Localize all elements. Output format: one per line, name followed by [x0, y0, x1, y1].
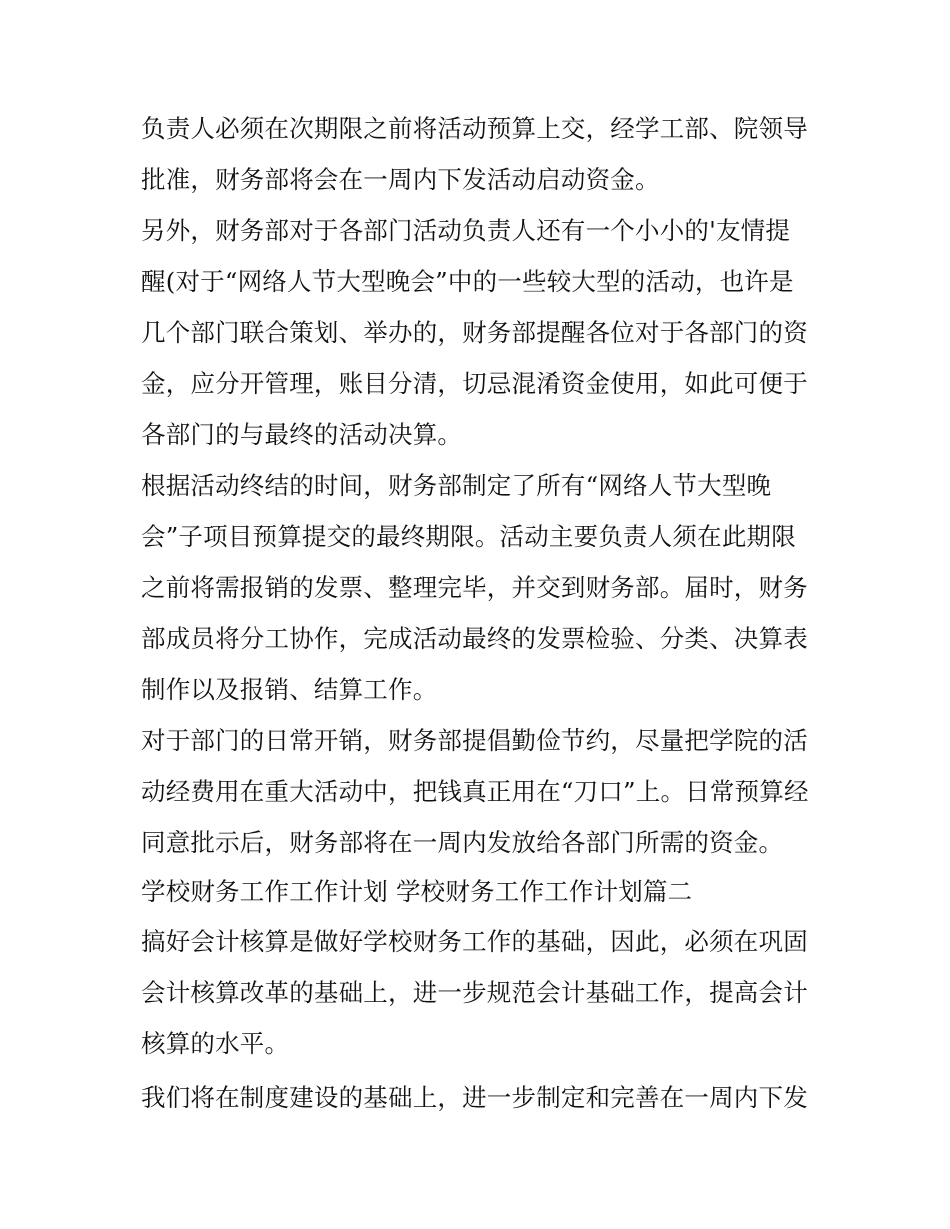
text-line: 核算的水平。 — [141, 1029, 290, 1058]
text-line: 制作以及报销、结算工作。 — [141, 675, 438, 704]
text-line: 负责人必须在次期限之前将活动预算上交，经学工部、院领导 — [141, 114, 808, 143]
text-line: 批准，财务部将会在一周内下发活动启动资金。 — [141, 165, 660, 194]
text-line: 同意批示后，财务部将在一周内发放给各部门所需的资金。 — [141, 828, 784, 857]
text-line: 部成员将分工协作，完成活动最终的发票检验、分类、决算表 — [141, 624, 808, 653]
section-heading: 学校财务工作工作计划 学校财务工作工作计划篇二 — [141, 877, 693, 906]
text-line: 对于部门的日常开销，财务部提倡勤俭节约，尽量把学院的活 — [141, 726, 808, 755]
text-line: 之前将需报销的发票、整理完毕，并交到财务部。届时，财务 — [141, 573, 808, 602]
text-line: 根据活动终结的时间，财务部制定了所有“网络人节大型晚 — [141, 471, 772, 500]
text-line: 搞好会计核算是做好学校财务工作的基础，因此，必须在巩固 — [141, 927, 808, 956]
text-line: 会计核算改革的基础上，进一步规范会计基础工作，提高会计 — [141, 978, 808, 1007]
text-line: 会”子项目预算提交的最终期限。活动主要负责人须在此期限 — [141, 522, 796, 551]
text-line: 各部门的与最终的活动决算。 — [141, 420, 463, 449]
text-line: 金，应分开管理，账目分清，切忌混淆资金使用，如此可便于 — [141, 369, 808, 398]
text-line: 我们将在制度建设的基础上，进一步制定和完善在一周内下发 — [141, 1083, 808, 1112]
text-line: 动经费用在重大活动中，把钱真正用在“刀口”上。日常预算经 — [141, 777, 809, 806]
text-line: 几个部门联合策划、举办的，财务部提醒各位对于各部门的资 — [141, 318, 808, 347]
text-line: 另外，财务部对于各部门活动负责人还有一个小小的'友情提 — [141, 216, 791, 245]
text-line: 醒(对于“网络人节大型晚会”中的一些较大型的活动，也许是 — [141, 267, 794, 296]
